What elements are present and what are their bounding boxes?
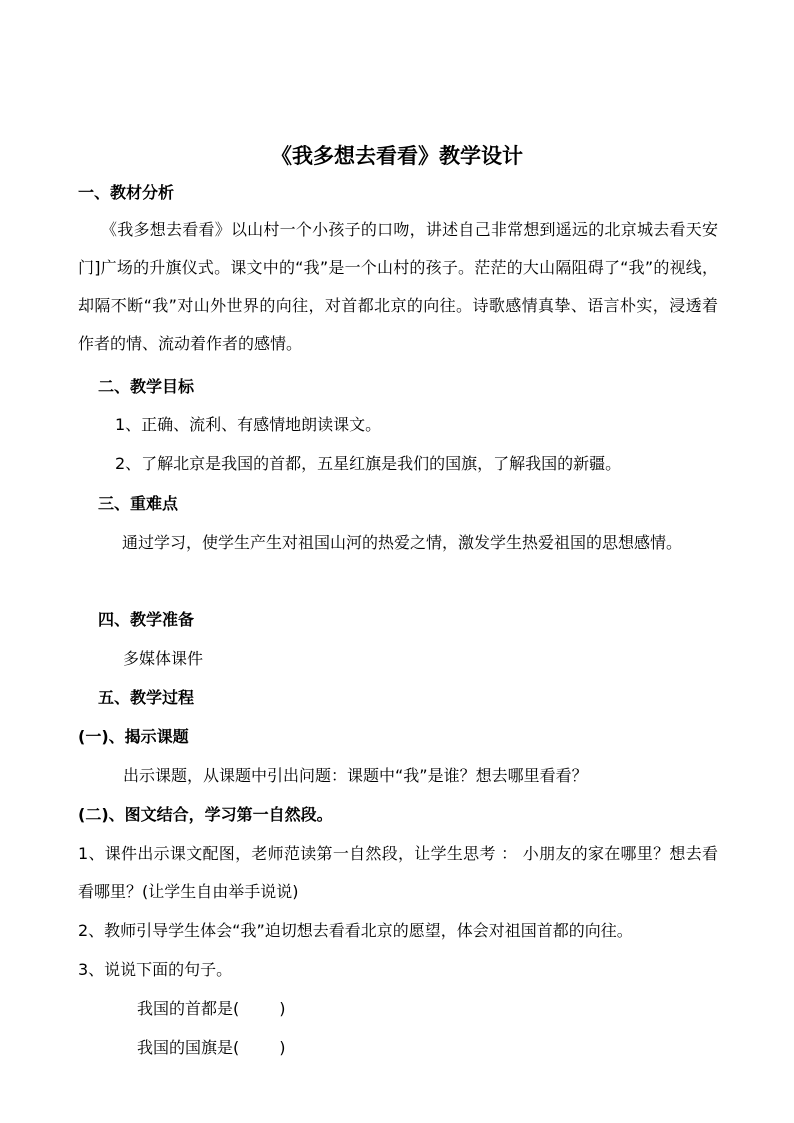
objective-item-2: 2、了解北京是我国的首都，五星红旗是我们的国旗，了解我国的新疆。 [115, 454, 622, 473]
section-heading-key-difficulties: 三、重难点 [98, 494, 179, 513]
process-step-2-heading: (二)、图文结合，学习第一自然段。 [78, 805, 333, 824]
fill-blank-flag [137, 1038, 286, 1058]
objective-item-1: 1、正确、流利、有感情地朗读课文。 [115, 415, 382, 434]
process-step-2-item-3: 3、说说下面的句子。 [78, 960, 233, 979]
section-heading-teaching-objectives: 二、教学目标 [98, 377, 195, 396]
section-heading-teaching-process: 五、教学过程 [98, 688, 195, 707]
fill-blank-capital [137, 999, 286, 1019]
material-analysis-paragraph: 《我多想去看看》以山村一个小孩子的口吻，讲述自己非常想到遥远的北京城去看天安门]广场的升旗仪式。课文中的“我”是一个山村的孩子。茫茫的大山隔阻碍了“我”的视线，却隔不断“我”对山外世界的向往，对首都北京的向往。诗歌感情真挚、语言朴实，浸透着作者的情、流动着作者的感情。 [78, 220, 718, 353]
document-title: 《我多想去看看》教学设计 [271, 144, 523, 168]
process-step-2-item-2: 2、教师引导学生体会“我”迫切想去看看北京的愿望，体会对祖国首都的向往。 [78, 921, 633, 940]
process-step-2-item-1: 1、课件出示课文配图，老师范读第一自然段，让学生思考 ： 小朋友的家在哪里？想去看看哪里？(让学生自由举手说说) [78, 844, 718, 901]
section-heading-teaching-preparation: 四、教学准备 [98, 610, 195, 629]
process-step-1-text: 出示课题，从课题中引出问题：课题中“我”是谁？想去哪里看看？ [123, 766, 588, 785]
fill-blank-capital-label: 我国的首都是( [137, 999, 240, 1018]
fill-blank-flag-label: 我国的国旗是( [137, 1038, 240, 1057]
key-difficulties-paragraph: 通过学习，使学生产生对祖国山河的热爱之情，激发学生热爱祖国的思想感情。 [122, 533, 683, 552]
teaching-preparation-text: 多媒体课件 [123, 649, 204, 668]
section-heading-material-analysis: 一、教材分析 [78, 183, 175, 202]
fill-blank-capital-close: ) [279, 999, 286, 1018]
process-step-1-heading: (一)、揭示课题 [78, 727, 189, 746]
fill-blank-flag-close: ) [279, 1038, 286, 1057]
